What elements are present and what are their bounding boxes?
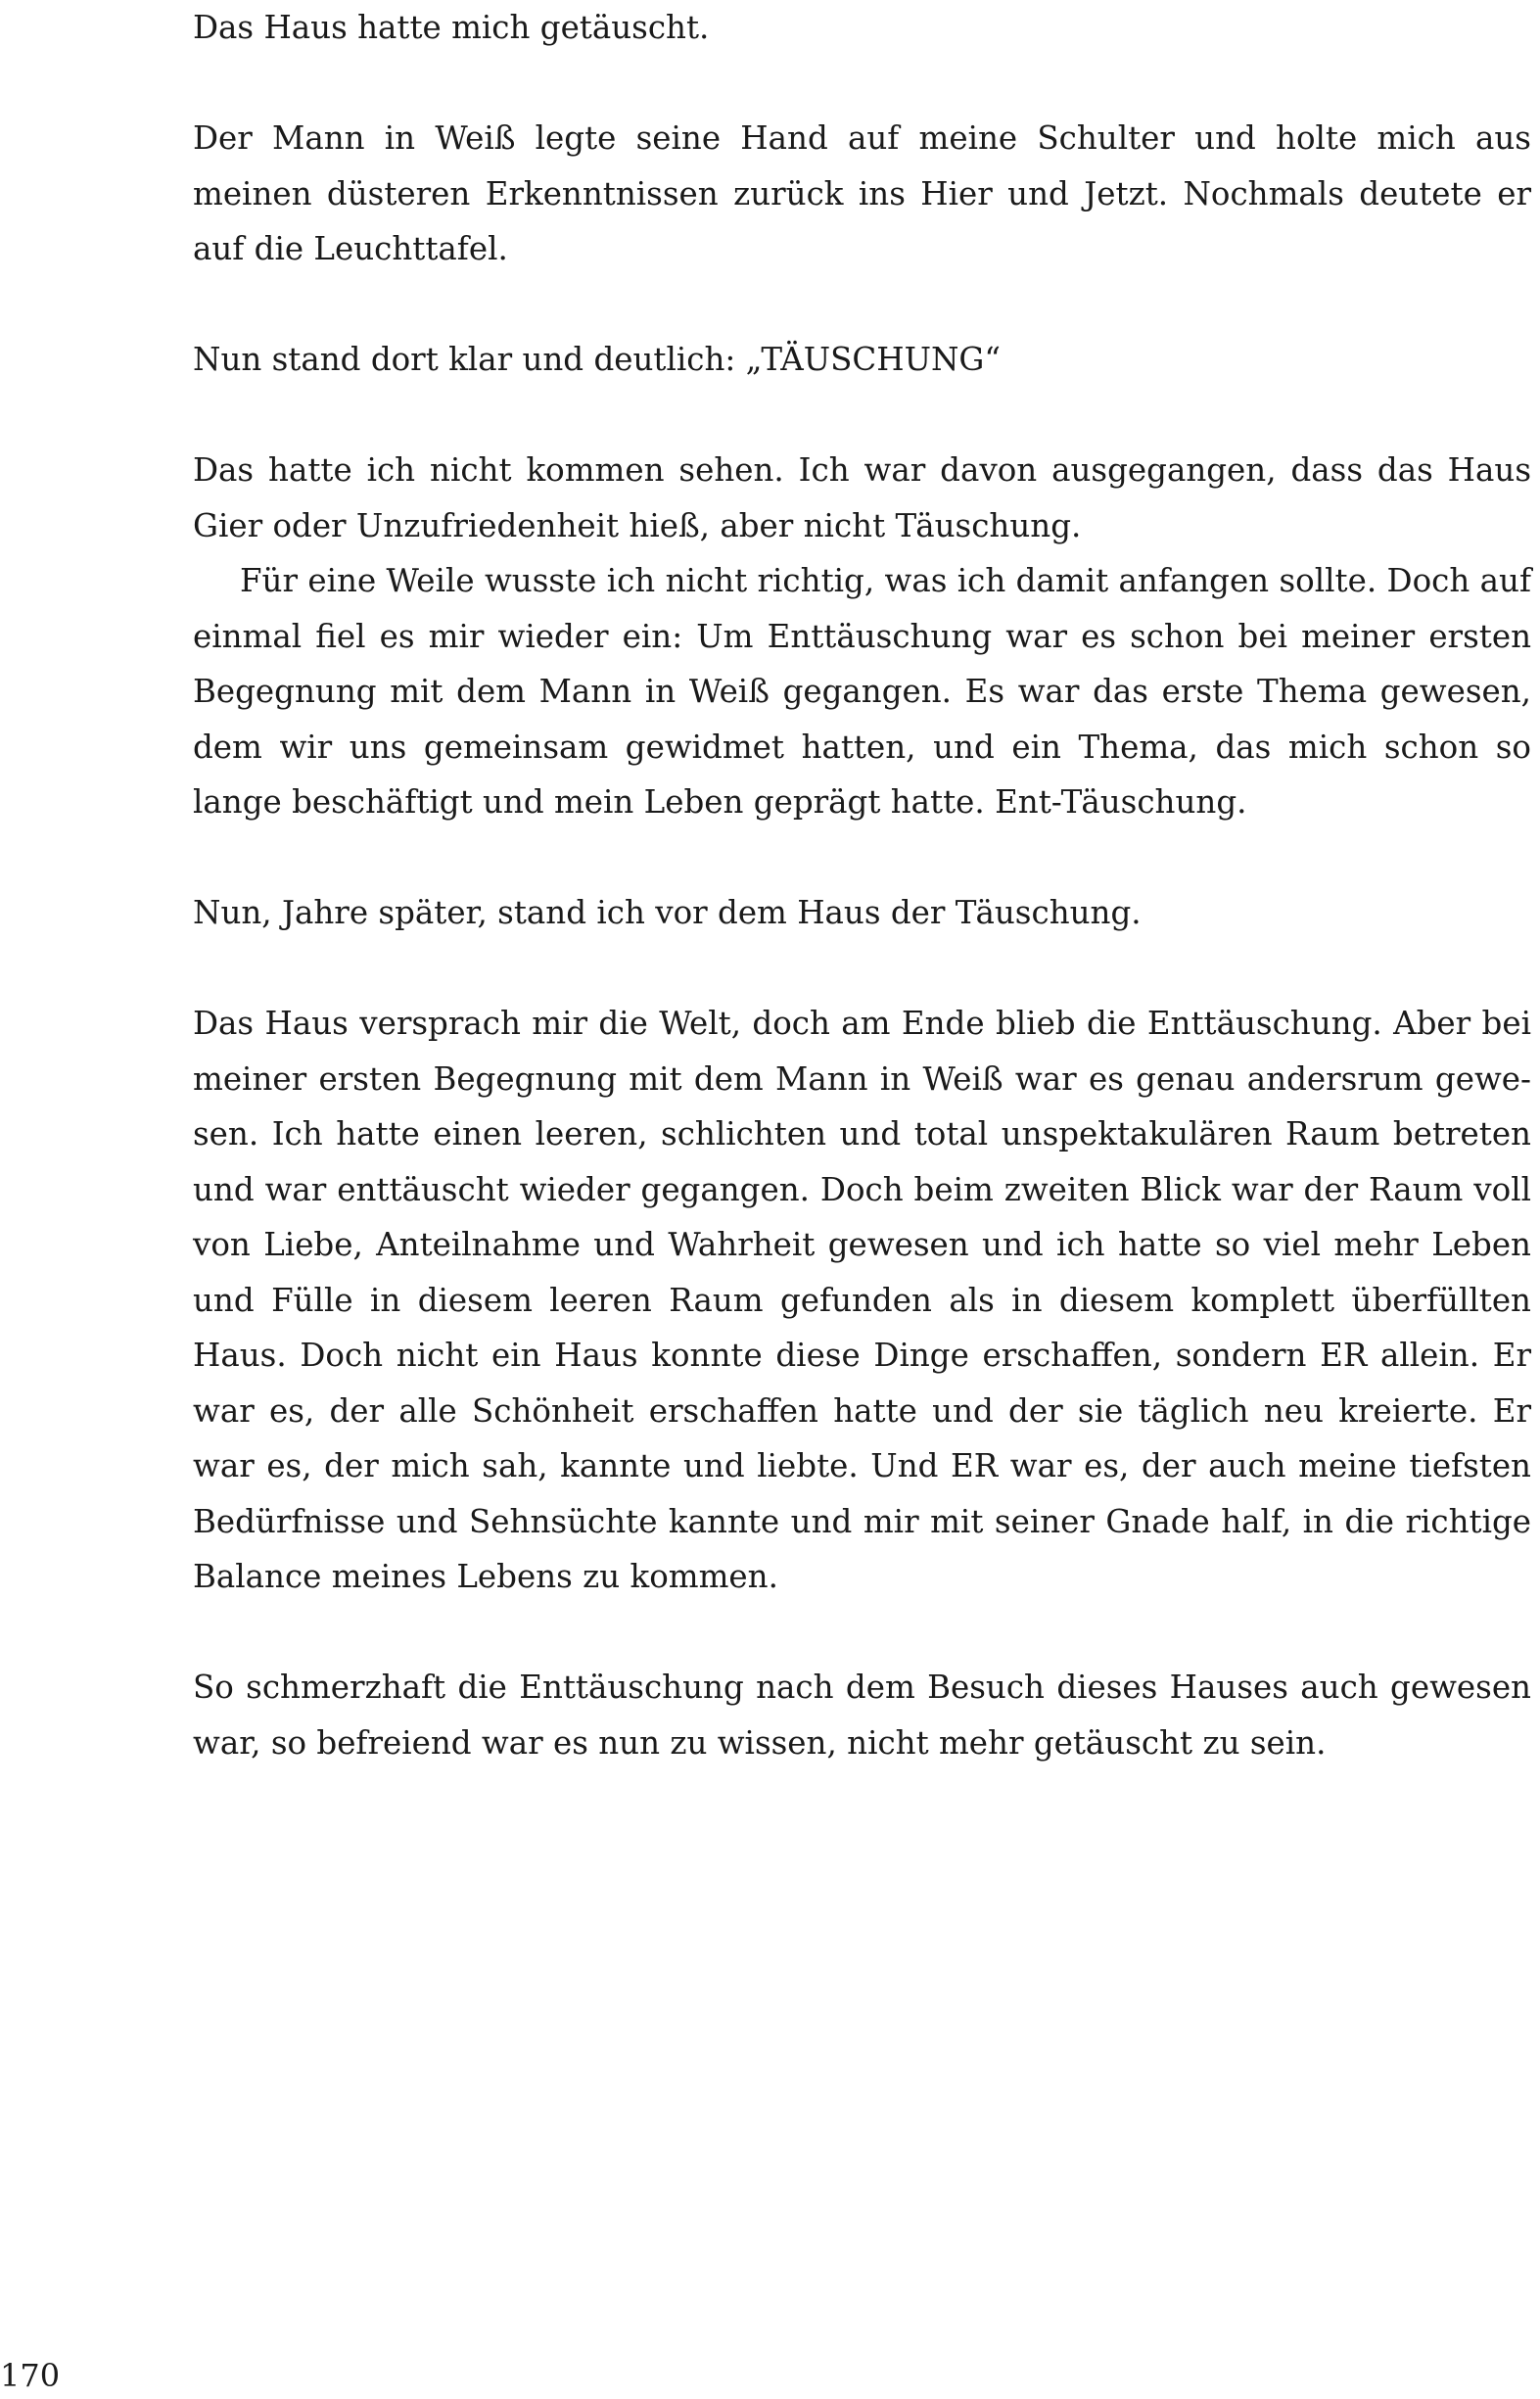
paragraph-1: Das Haus hatte mich getäuscht. — [193, 9, 710, 46]
paragraph-3: Nun stand dort klar und deutlich: „TÄUSCHUNG“ — [193, 341, 1001, 378]
page-number: 170 — [0, 2357, 61, 2394]
paragraph-8: So schmerzhaft die Enttäuschung nach dem Besuch dieses Hauses auch gewesen war, so befreiend war es nun zu wissen, nicht mehr getäuscht zu sein. — [193, 1669, 1531, 1762]
paragraph-4: Das hatte ich nicht kommen sehen. Ich war davon ausgegangen, dass das Haus Gier oder Unzufriedenheit hieß, aber nicht Täuschung. — [193, 451, 1531, 544]
paragraph-2: Der Mann in Weiß legte seine Hand auf meine Schulter und holte mich aus meinen düsteren Erkenntnissen zurück ins Hier und Jetzt. Nochmals deutete er auf die Leuchttafel. — [193, 119, 1531, 267]
paragraph-5: Für eine Weile wusste ich nicht richtig, was ich damit anfangen sollte. Doch auf einmal fiel es mir wieder ein: Um Enttäuschung war es schon bei meiner ersten Begegnung mit dem Mann in Weiß gegangen. Es war das erste Thema gewesen, dem wir uns gemeinsam gewidmet hatten, und ein Thema, das mich schon so lange beschäftigt und mein Leben geprägt hatte. Ent-Täuschung. — [193, 562, 1531, 821]
body-text — [193, 0, 1531, 1770]
paragraph-6: Nun, Jahre später, stand ich vor dem Haus der Täuschung. — [193, 894, 1142, 931]
paragraph-7: Das Haus versprach mir die Welt, doch am Ende blieb die Enttäuschung. Aber bei meiner ersten Begegnung mit dem Mann in Weiß war es genau andersrum gewesen. Ich hatte einen leeren, schlichten und total unspektakulären Raum betreten und war enttäuscht wieder gegangen. Doch beim zweiten Blick war der Raum voll von Liebe, Anteilnahme und Wahrheit gewesen und ich hatte so viel mehr Leben und Fülle in diesem leeren Raum gefunden als in diesem komplett überfüllten Haus. Doch nicht ein Haus konnte diese Dinge erschaffen, sondern ER allein. Er war es, der alle Schönheit erschaffen hatte und der sie täglich neu kreierte. Er war es, der mich sah, kannte und liebte. Und ER war es, der auch meine tiefsten Bedürfnisse und Sehnsüchte kannte und mir mit seiner Gnade half, in die richtige Balance meines Lebens zu kommen. — [193, 1005, 1531, 1595]
